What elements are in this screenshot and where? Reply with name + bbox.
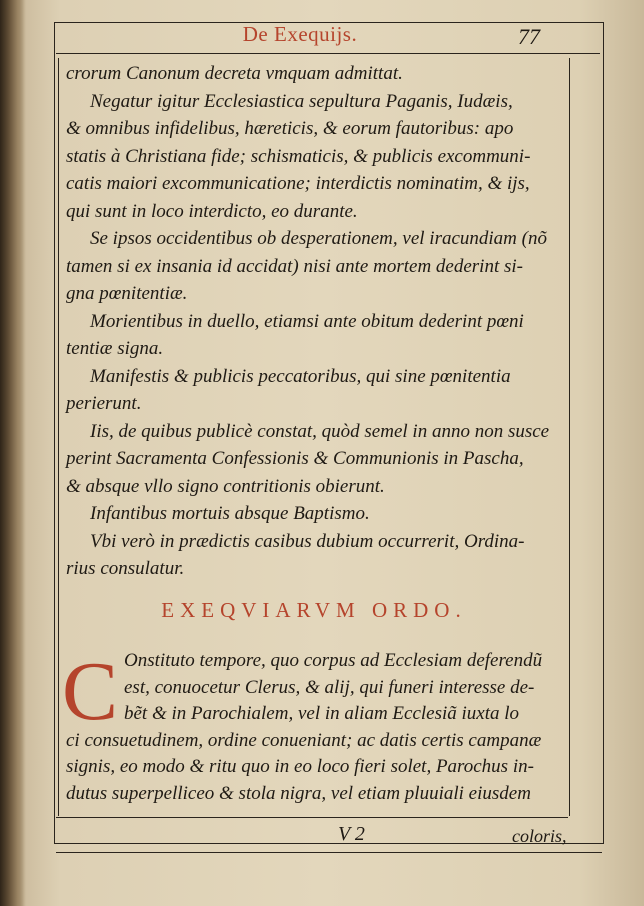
- text-line: signis, eo modo & ritu quo in eo loco fieri solet, Parochus in-: [66, 756, 534, 777]
- text-line: est, conuocetur Clerus, & alij, qui funeri interesse de-: [124, 676, 535, 698]
- text-line: Se ipsos occidentibus ob desperationem, vel iracundiam (nõ: [90, 228, 547, 249]
- text-line: rius consulatur.: [66, 558, 185, 579]
- text-line: Infantibus mortuis absque Baptismo.: [90, 503, 370, 524]
- running-head-title: De Exequijs.: [242, 22, 358, 46]
- text-line: bẽt & in Parochialem, vel in aliam Ecclesiã iuxta lo: [124, 703, 520, 724]
- text-line: perierunt.: [66, 393, 142, 414]
- body-text-block: [66, 60, 566, 583]
- text-line: Manifestis & publicis peccatoribus, qui sine pœnitentia: [90, 365, 511, 387]
- text-line: gna pœnitentiæ.: [66, 283, 188, 304]
- text-line: ci consuetudinem, ordine conueniant; ac datis certis campanæ: [66, 729, 542, 751]
- signature-mark: V 2: [338, 823, 365, 845]
- text-line: tamen si ex insania id accidat) nisi ante mortem dederint si-: [66, 255, 523, 277]
- text-line: dutus superpelliceo & stola nigra, vel etiam pluuiali eiusdem: [66, 782, 531, 804]
- text-block-bottom-rule: [56, 817, 568, 818]
- text-line: perint Sacramenta Confessionis & Communionis in Pascha,: [66, 448, 524, 469]
- text-line: Iis, de quibus publicè constat, quòd semel in anno non susce: [90, 420, 550, 442]
- text-line: crorum Canonum decreta vmquam admittat.: [66, 63, 403, 84]
- text-line: tentiæ signa.: [66, 338, 164, 359]
- section-heading: EXEQVIARVM ORDO.: [161, 598, 467, 622]
- text-line: Negatur igitur Ecclesiastica sepultura Paganis, Iudæis,: [90, 90, 513, 112]
- footer-rule: [56, 852, 602, 853]
- text-line: Morientibus in duello, etiamsi ante obitum dederint pœni: [90, 310, 524, 332]
- catchword: coloris,: [512, 826, 567, 846]
- text-line: & absque vllo signo contritionis obierunt.: [66, 475, 385, 497]
- text-line: Onstituto tempore, quo corpus ad Ecclesiam deferendũ: [124, 650, 543, 671]
- text-line: statis à Christiana fide; schismaticis, & publicis excommuni-: [66, 145, 531, 167]
- text-line: qui sunt in loco interdicto, eo durante.: [66, 200, 358, 222]
- header-rule: [56, 53, 600, 54]
- section-paragraph: [66, 648, 566, 807]
- book-spine-shadow: [0, 0, 26, 906]
- text-line: catis maiori excommunicatione; interdictis nominatim, & ijs,: [66, 173, 530, 194]
- drop-capital: C: [62, 645, 119, 738]
- text-line: Vbi verò in prædictis casibus dubium occurrerit, Ordina-: [90, 530, 525, 552]
- text-line: & omnibus infidelibus, hæreticis, & eorum fautoribus: apo: [66, 118, 514, 139]
- page-number: 77: [518, 24, 540, 49]
